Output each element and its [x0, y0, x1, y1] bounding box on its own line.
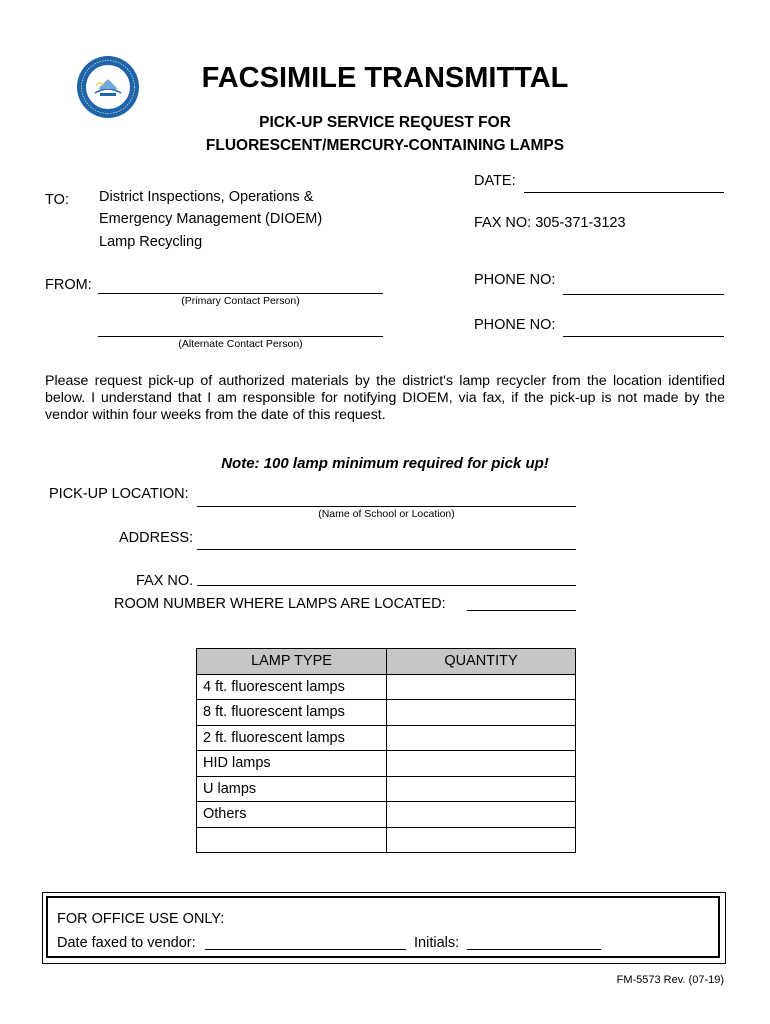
- initials-label: Initials:: [414, 935, 460, 951]
- quantity-cell[interactable]: [387, 802, 576, 828]
- date-faxed-label: Date faxed to vendor:: [57, 935, 196, 951]
- pickup-location-field[interactable]: [197, 506, 576, 507]
- table-row: [197, 827, 576, 853]
- primary-phone-field[interactable]: [563, 294, 724, 295]
- pickup-fax-field[interactable]: [197, 585, 576, 586]
- pickup-location-label: PICK-UP LOCATION:: [49, 486, 189, 502]
- form-subtitle-line2: FLUORESCENT/MERCURY-CONTAINING LAMPS: [205, 137, 565, 154]
- initials-field[interactable]: [467, 949, 601, 950]
- quantity-cell[interactable]: [387, 751, 576, 777]
- table-row: [197, 751, 576, 777]
- table-row: [197, 776, 576, 802]
- quantity-cell[interactable]: [387, 827, 576, 853]
- primary-contact-field[interactable]: [98, 293, 383, 294]
- lamp-table-header: [197, 649, 576, 675]
- date-field[interactable]: [524, 192, 724, 193]
- primary-contact-caption: (Primary Contact Person): [181, 295, 300, 307]
- pickup-fax-label: FAX NO.: [136, 573, 194, 589]
- alternate-phone-field[interactable]: [563, 336, 724, 337]
- fax-number: FAX NO: 305-371-3123: [474, 215, 626, 231]
- form-number: FM-5573 Rev. (07-19): [616, 974, 724, 986]
- quantity-cell[interactable]: [387, 776, 576, 802]
- from-label: FROM:: [45, 277, 92, 293]
- quantity-cell[interactable]: [387, 725, 576, 751]
- room-number-field[interactable]: [467, 610, 576, 611]
- form-title: FACSIMILE TRANSMITTAL: [201, 62, 569, 94]
- to-recipient-line1: District Inspections, Operations &: [99, 189, 314, 205]
- table-row: [197, 802, 576, 828]
- lamp-type-header: LAMP TYPE: [197, 649, 387, 675]
- alternate-contact-field[interactable]: [98, 336, 383, 337]
- form-subtitle-line1: PICK-UP SERVICE REQUEST FOR: [259, 114, 511, 131]
- lamp-type-cell: 8 ft. fluorescent lamps: [197, 700, 387, 726]
- to-recipient-line3: Lamp Recycling: [99, 234, 203, 250]
- table-row: [197, 674, 576, 700]
- lamp-type-cell: 2 ft. fluorescent lamps: [197, 725, 387, 751]
- lamp-type-cell: HID lamps: [197, 751, 387, 777]
- address-label: ADDRESS:: [119, 530, 194, 546]
- alternate-phone-label: PHONE NO:: [474, 317, 556, 333]
- address-field[interactable]: [197, 549, 576, 550]
- quantity-header: QUANTITY: [387, 649, 576, 675]
- request-paragraph: Please request pick-up of authorized materials by the district's lamp recycler from the location identified below. I understand that I am responsible for notifying DIOEM, via fax, if the pick-up is not made by the vendor within four weeks from the date of this request.: [45, 373, 725, 423]
- primary-phone-label: PHONE NO:: [474, 272, 556, 288]
- table-row: [197, 700, 576, 726]
- lamp-type-cell: 4 ft. fluorescent lamps: [197, 674, 387, 700]
- quantity-cell[interactable]: [387, 674, 576, 700]
- to-recipient-line2: Emergency Management (DIOEM): [99, 211, 323, 227]
- lamp-type-cell: Others: [197, 802, 387, 828]
- date-faxed-field[interactable]: [205, 949, 406, 950]
- room-number-label: ROOM NUMBER WHERE LAMPS ARE LOCATED:: [114, 596, 446, 612]
- lamp-type-cell: U lamps: [197, 776, 387, 802]
- alternate-contact-caption: (Alternate Contact Person): [178, 338, 303, 350]
- minimum-note: Note: 100 lamp minimum required for pick up!: [221, 455, 549, 472]
- date-label: DATE:: [474, 173, 516, 189]
- to-label: TO:: [45, 192, 69, 208]
- lamp-table: [196, 648, 576, 853]
- quantity-cell[interactable]: [387, 700, 576, 726]
- pickup-location-caption: (Name of School or Location): [318, 508, 455, 520]
- lamp-type-cell[interactable]: [197, 827, 387, 853]
- office-use-title: FOR OFFICE USE ONLY:: [57, 911, 225, 927]
- table-row: [197, 725, 576, 751]
